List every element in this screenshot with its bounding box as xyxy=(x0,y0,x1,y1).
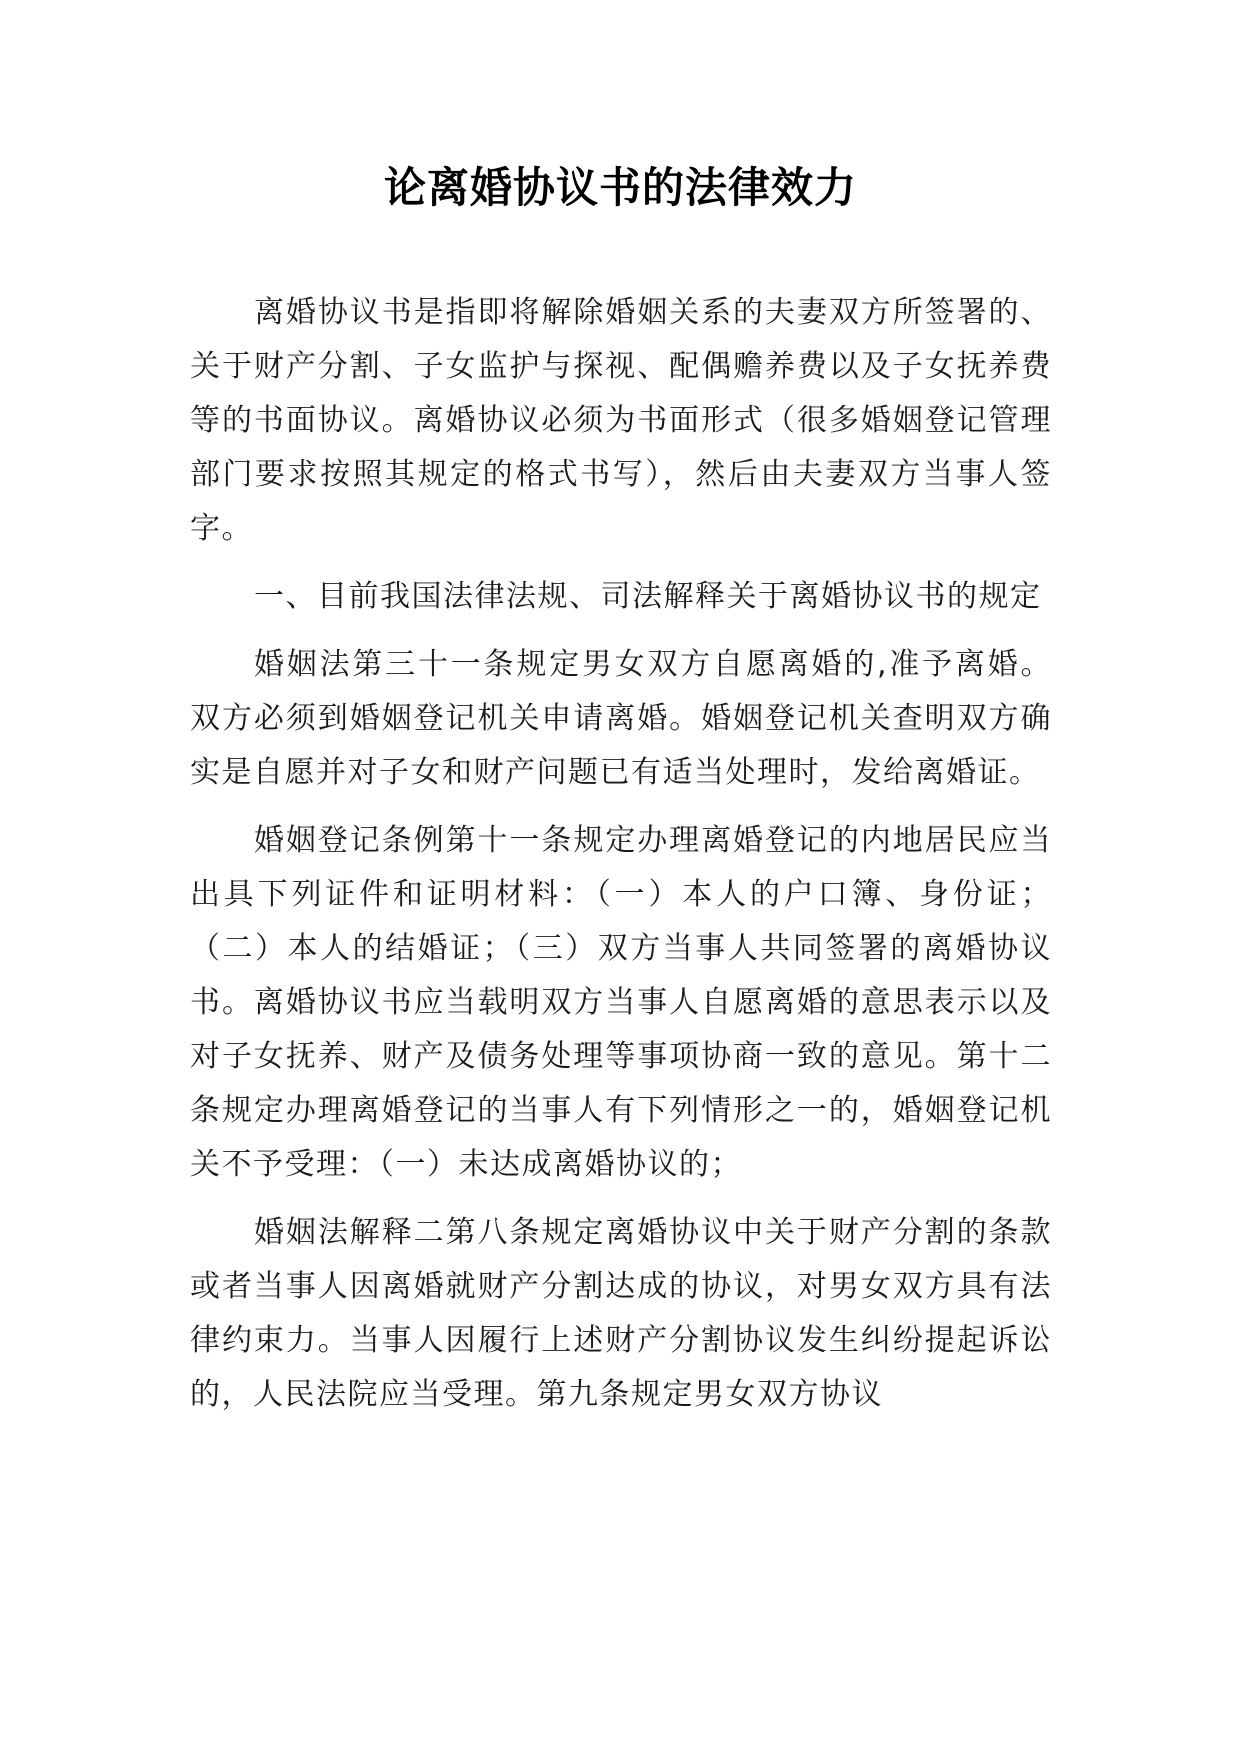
section-heading-1: 一、目前我国法律法规、司法解释关于离婚协议书的规定 xyxy=(254,579,1042,614)
paragraph-registration-regulation: 婚姻登记条例第十一条规定办理离婚登记的内地居民应当出具下列证件和证明材料：（一）本人的户口簿、身份证；（二）本人的结婚证；（三）双方当事人共同签署的离婚协议书。离婚协议书应当载明双方当事人自愿离婚的意思表示以及对子女抚养、财产及债务处理等事项协商一致的意见。第十二条规定办理离婚登记的当事人有下列情形之一的，婚姻登记机关不予受理：（一）未达成离婚协议的； xyxy=(190,823,1052,1182)
document-body xyxy=(190,286,1052,1422)
paragraph-definition: 离婚协议书是指即将解除婚姻关系的夫妻双方所签署的、关于财产分割、子女监护与探视、配偶赡养费以及子女抚养费等的书面协议。离婚协议必须为书面形式（很多婚姻登记管理部门要求按照其规定的格式书写），然后由夫妻双方当事人签字。 xyxy=(190,295,1052,546)
document-title: 论离婚协议书的法律效力 xyxy=(383,163,857,212)
paragraph-judicial-interpretation: 婚姻法解释二第八条规定离婚协议中关于财产分割的条款或者当事人因离婚就财产分割达成的协议，对男女双方具有法律约束力。当事人因履行上述财产分割协议发生纠纷提起诉讼的，人民法院应当受理。第九条规定男女双方协议 xyxy=(190,1215,1052,1412)
paragraph-marriage-law-article-31: 婚姻法第三十一条规定男女双方自愿离婚的,准予离婚。双方必须到婚姻登记机关申请离婚。婚姻登记机关查明双方确实是自愿并对子女和财产问题已有适当处理时，发给离婚证。 xyxy=(190,647,1052,790)
